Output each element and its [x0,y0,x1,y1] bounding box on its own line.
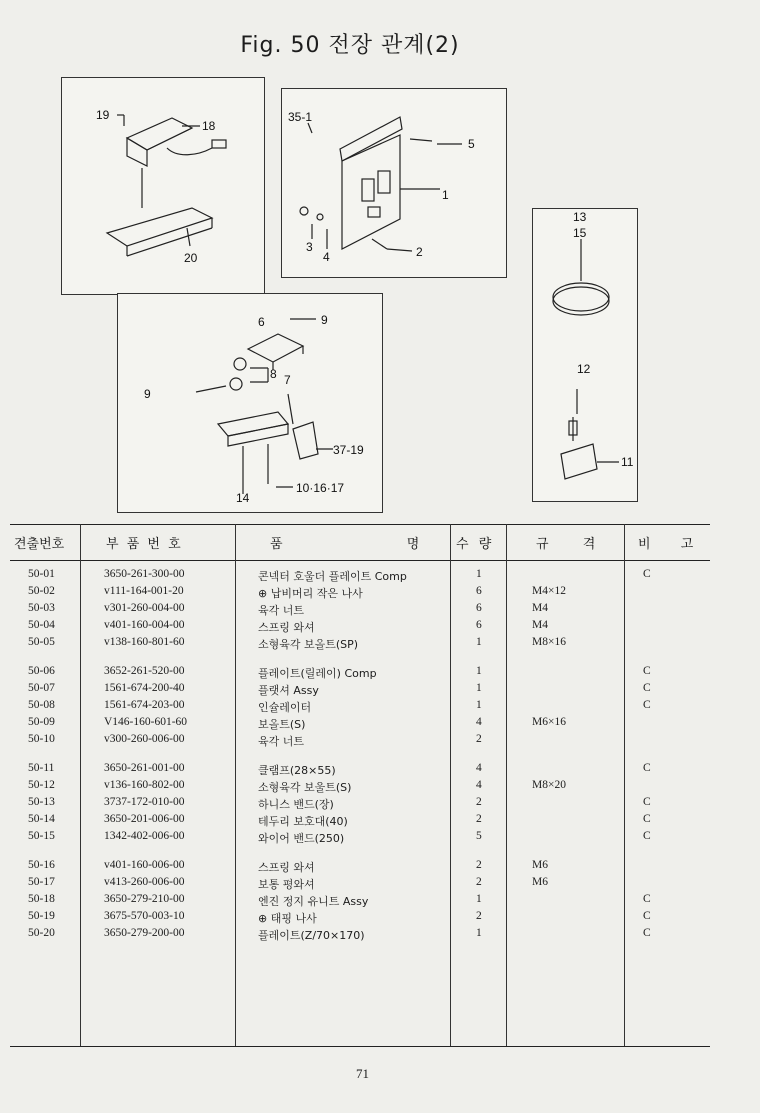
cell-remark: C [643,665,651,677]
page-number: 71 [356,1066,369,1081]
cell-spec: M4×12 [532,585,566,597]
cell-part: v301-260-004-00 [104,602,185,614]
figure-title: Fig. 50 전장 관계(2) [240,33,460,58]
cell-name: 육각 너트 [258,735,305,748]
cell-part: v138-160-801-60 [104,636,185,648]
cell-name: 콘넥터 호울더 플레이트 Comp [258,570,407,583]
cell-remark: C [643,813,651,825]
cell-no: 50-08 [28,699,55,711]
cell-remark: C [643,568,651,580]
cell-name: 스프링 와셔 [258,861,315,874]
panel-d-drawing [118,294,382,512]
header-part: 부 품 번 호 [106,537,183,552]
panel-b-drawing [282,89,506,277]
cell-name: 테두리 보호대(40) [258,815,348,828]
cell-part: v401-160-004-00 [104,619,185,631]
table-bottom-rule [10,1046,710,1047]
callout-13: 13 [573,210,587,224]
cell-part: 1561-674-200-40 [104,682,185,694]
cell-no: 50-05 [28,636,55,648]
cell-remark: C [643,699,651,711]
cell-qty: 4 [476,762,482,774]
callout-6: 6 [258,315,265,329]
header-no: 견출번호 [14,537,65,552]
cell-qty: 5 [476,830,482,842]
cell-spec: M6×16 [532,716,566,728]
callout-20: 20 [184,251,198,265]
cell-part: 1561-674-203-00 [104,699,185,711]
cell-name: 소형육각 보올트(SP) [258,638,359,651]
cell-remark: C [643,893,651,905]
cell-name: 플랫셔 Assy [258,684,319,697]
cell-no: 50-06 [28,665,55,677]
cell-remark: C [643,682,651,694]
cell-name: 클램프(28×55) [258,764,336,777]
cell-spec: M8×20 [532,779,566,791]
cell-name: 엔진 정지 유니트 Assy [258,895,369,908]
cell-spec: M8×16 [532,636,566,648]
cell-qty: 1 [476,636,482,648]
cell-no: 50-14 [28,813,55,825]
cell-part: 3737-172-010-00 [104,796,185,808]
cell-no: 50-12 [28,779,55,791]
header-name: 품 명 [270,537,420,552]
table-top-rule [10,524,710,525]
cell-qty: 1 [476,568,482,580]
cell-part: v111-164-001-20 [104,585,184,597]
cell-qty: 1 [476,682,482,694]
table-row [0,859,760,876]
cell-remark: C [643,762,651,774]
panel-c-drawing [533,209,637,501]
cell-qty: 2 [476,796,482,808]
callout-15: 15 [573,226,587,240]
table-row [0,636,760,653]
table-row [0,927,760,944]
cell-name: 육각 너트 [258,604,305,617]
diagram-panel-c [532,208,638,502]
cell-no: 50-20 [28,927,55,939]
callout-10-16-17: 10·16·17 [296,481,345,495]
cell-remark: C [643,910,651,922]
cell-part: v401-160-006-00 [104,859,185,871]
cell-name: ⊕ 납비머리 작은 나사 [258,587,363,600]
cell-no: 50-03 [28,602,55,614]
cell-qty: 2 [476,910,482,922]
cell-name: 스프링 와셔 [258,621,315,634]
table-row [0,716,760,733]
cell-remark: C [643,927,651,939]
callout-4: 4 [323,250,330,264]
cell-no: 50-15 [28,830,55,842]
diagram-panel-a [61,77,265,295]
cell-qty: 2 [476,813,482,825]
cell-no: 50-19 [28,910,55,922]
cell-no: 50-16 [28,859,55,871]
cell-name: 소형육각 보울트(S) [258,781,352,794]
cell-name: 플레이트(릴레이) Comp [258,667,377,680]
cell-part: 3650-261-300-00 [104,568,185,580]
panel-a-drawing [62,78,264,294]
cell-spec: M6 [532,859,548,871]
callout-18: 18 [202,119,216,133]
cell-name: 플레이트(Z/70×170) [258,929,365,942]
cell-qty: 1 [476,699,482,711]
cell-part: 3650-279-210-00 [104,893,185,905]
cell-name: 보통 평와셔 [258,878,315,891]
table-row [0,619,760,636]
cell-remark: C [643,830,651,842]
callout-2: 2 [416,245,423,259]
callout-12: 12 [577,362,591,376]
callout-37-19: 37-19 [333,443,364,457]
cell-qty: 6 [476,619,482,631]
table-row [0,779,760,796]
cell-part: 1342-402-006-00 [104,830,185,842]
cell-no: 50-18 [28,893,55,905]
cell-no: 50-17 [28,876,55,888]
cell-part: v136-160-802-00 [104,779,185,791]
callout-11: 11 [621,455,634,469]
cell-part: 3650-201-006-00 [104,813,185,825]
header-remark: 비 고 [638,537,694,552]
cell-part: 3650-279-200-00 [104,927,185,939]
callout-14: 14 [236,491,250,505]
diagram-panel-d [117,293,383,513]
cell-part: v300-260-006-00 [104,733,185,745]
callout-19: 19 [96,108,110,122]
cell-qty: 1 [476,665,482,677]
table-row [0,665,760,682]
cell-part: 3650-261-001-00 [104,762,185,774]
cell-qty: 2 [476,733,482,745]
cell-qty: 2 [476,876,482,888]
cell-name: ⊕ 태핑 나사 [258,912,317,925]
table-row [0,602,760,619]
header-spec: 규 격 [536,537,596,552]
callout-3: 3 [306,240,313,254]
table-row [0,796,760,813]
cell-part: v413-260-006-00 [104,876,185,888]
callout-5: 5 [468,137,475,151]
callout-7: 7 [284,373,291,387]
cell-name: 와이어 밴드(250) [258,832,345,845]
table-row [0,830,760,847]
cell-no: 50-13 [28,796,55,808]
table-row [0,813,760,830]
callout-9-top: 9 [321,313,328,327]
cell-spec: M4 [532,602,548,614]
cell-qty: 1 [476,893,482,905]
callout-9-left: 9 [144,387,151,401]
cell-name: 하니스 밴드(장) [258,798,334,811]
cell-qty: 4 [476,779,482,791]
cell-no: 50-09 [28,716,55,728]
callout-35-1: 35-1 [288,110,313,124]
cell-no: 50-11 [28,762,55,774]
cell-spec: M6 [532,876,548,888]
cell-spec: M4 [532,619,548,631]
table-row [0,762,760,779]
cell-no: 50-02 [28,585,55,597]
cell-no: 50-04 [28,619,55,631]
cell-qty: 6 [476,602,482,614]
cell-no: 50-01 [28,568,55,580]
cell-part: 3652-261-520-00 [104,665,185,677]
cell-qty: 1 [476,927,482,939]
table-row [0,585,760,602]
callout-1: 1 [442,188,449,202]
table-row [0,568,760,585]
cell-no: 50-10 [28,733,55,745]
table-row [0,876,760,893]
table-row [0,699,760,716]
cell-part: V146-160-601-60 [104,716,188,728]
cell-part: 3675-570-003-10 [104,910,185,922]
table-header-rule [10,560,710,561]
table-row [0,893,760,910]
table-row [0,733,760,750]
cell-no: 50-07 [28,682,55,694]
diagram-panel-b [281,88,507,278]
cell-remark: C [643,796,651,808]
cell-qty: 2 [476,859,482,871]
header-qty: 수 량 [456,537,492,552]
callout-8: 8 [270,367,277,381]
table-row [0,910,760,927]
cell-name: 인슐레이터 [258,701,312,714]
cell-name: 보올트(S) [258,718,306,731]
table-row [0,682,760,699]
cell-qty: 4 [476,716,482,728]
cell-qty: 6 [476,585,482,597]
